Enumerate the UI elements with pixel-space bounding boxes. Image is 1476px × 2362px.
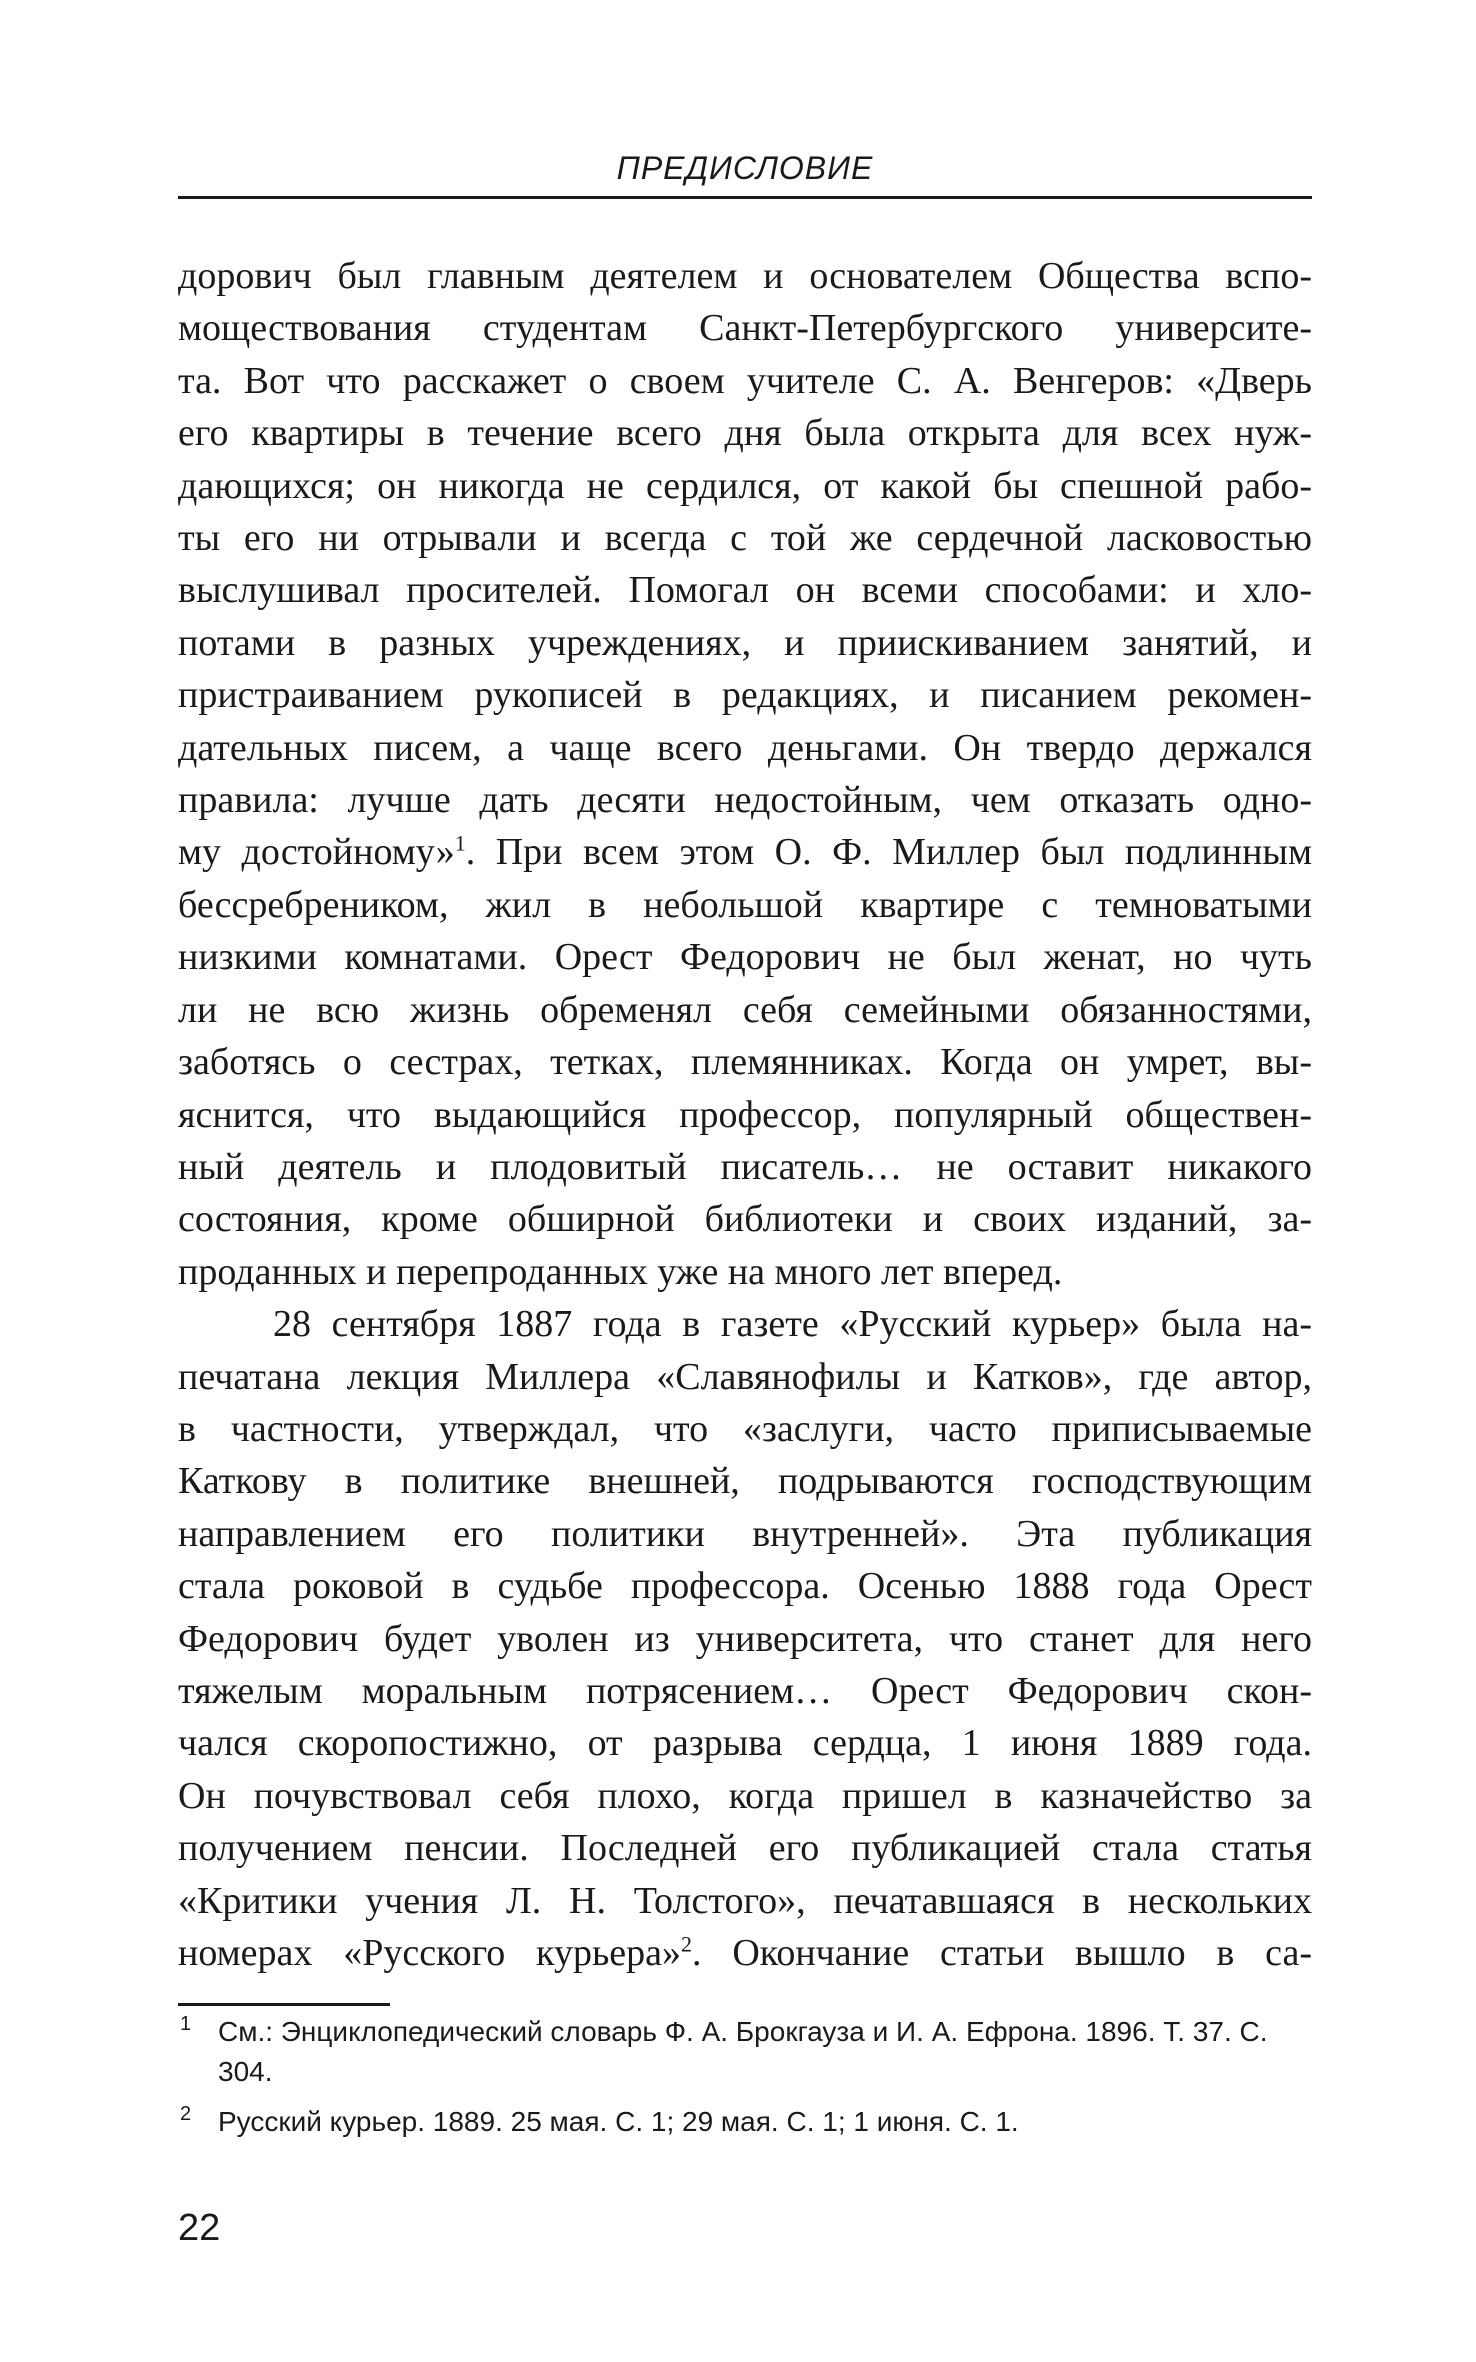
text-line: получением пенсии. Последней его публикацией стала статья (178, 1827, 1312, 1870)
text-line: бессребреником, жил в небольшой квартире с темноватыми (178, 883, 1312, 926)
text-line: состояния, кроме обширной библиотеки и своих изданий, за- (178, 1198, 1312, 1241)
text-line: дорович был главным деятелем и основателем Общества вспо- (178, 255, 1312, 297)
footnote-ref-1[interactable]: 1 (454, 830, 466, 856)
footnote-1 (178, 2012, 1312, 2092)
text-line: в частности, утверждал, что «заслуги, часто приписываемые (178, 1407, 1312, 1450)
text-line: выслушивал просителей. Помогал он всеми способами: и хло- (178, 569, 1312, 612)
text-line: правила: лучше дать десяти недостойным, чем отказать одно- (178, 779, 1312, 822)
text-line: Федорович будет уволен из университета, что станет для него (178, 1617, 1312, 1660)
footnote-ref-2[interactable]: 2 (681, 1931, 693, 1957)
text-line: чался скоропостижно, от разрыва сердца, 1 июня 1889 года. (178, 1722, 1312, 1765)
text-line: его квартиры в течение всего дня была открыта для всех нуж- (178, 412, 1312, 455)
footnotes (178, 2012, 1312, 2152)
text-segment: му достойному» (178, 831, 455, 874)
text-line: та. Вот что расскажет о своем учителе С. А. Венгеров: «Дверь (178, 359, 1312, 402)
text-line: 28 сентября 1887 года в газете «Русский курьер» была на- (273, 1303, 1312, 1346)
paragraph-1 (178, 250, 1312, 1298)
text-segment: номерах «Русского курьера» (178, 1932, 682, 1974)
text-line-with-footnote-ref (178, 1927, 1312, 1979)
text-line: проданных и перепроданных уже на много лет вперед. (178, 1250, 1063, 1293)
text-line: Он почувствовал себя плохо, когда пришел в казначейство за (178, 1774, 1312, 1817)
page-number: 22 (178, 2207, 221, 2249)
text-line: ли не всю жизнь обременял себя семейными обязанностями, (178, 988, 1312, 1031)
text-line: потами в разных учреждениях, и приискиванием занятий, и (178, 621, 1312, 664)
footnote-2 (178, 2102, 1312, 2142)
text-line: тяжелым моральным потрясением… Орест Федорович скон- (178, 1669, 1312, 1712)
footnote-text: См.: Энциклопедический словарь Ф. А. Брокгауза и И. А. Ефрона. 1896. Т. 37. С. 304. (218, 2016, 1268, 2087)
text-line: дательных писем, а чаще всего деньгами. Он твердо держался (178, 726, 1312, 769)
text-line: дающихся; он никогда не сердился, от какой бы спешной рабо- (178, 464, 1312, 507)
footnote-separator (178, 2003, 390, 2006)
text-line: моществования студентам Санкт-Петербургского университе- (178, 307, 1312, 350)
header-rule (178, 196, 1312, 199)
footnote-text: Русский курьер. 1889. 25 мая. С. 1; 29 мая. С. 1; 1 июня. С. 1. (218, 2106, 1019, 2137)
text-line: ный деятель и плодовитый писатель… не оставит никакого (178, 1145, 1312, 1188)
footnote-mark: 1 (180, 2013, 192, 2035)
text-line: «Критики учения Л. Н. Толстого», печатавшаяся в нескольких (178, 1879, 1312, 1922)
text-segment: . При всем этом О. Ф. Миллер был подлинным (465, 831, 1312, 874)
running-title: ПРЕДИСЛОВИЕ (616, 150, 874, 186)
text-line: направлением его политики внутренней». Эта публикация (178, 1512, 1312, 1555)
text-line: стала роковой в судьбе профессора. Осенью 1888 года Орест (178, 1565, 1312, 1608)
main-text (178, 250, 1312, 1979)
text-line: заботясь о сестрах, тетках, племянниках. Когда он умрет, вы- (178, 1041, 1312, 1084)
text-line: низкими комнатами. Орест Федорович не был женат, но чуть (178, 936, 1312, 979)
paragraph-2 (178, 1298, 1312, 1979)
text-line: яснится, что выдающийся профессор, популярный обществен- (178, 1093, 1312, 1136)
text-line: пристраиванием рукописей в редакциях, и писанием рекомен- (178, 674, 1312, 717)
text-line: Каткову в политике внешней, подрываются господствующим (178, 1460, 1312, 1503)
text-segment: . Окончание статьи вышло в са- (692, 1932, 1312, 1974)
footnote-mark: 2 (180, 2103, 192, 2125)
text-line: печатана лекция Миллера «Славянофилы и Катков», где автор, (178, 1355, 1312, 1398)
text-line: ты его ни отрывали и всегда с той же сердечной ласковостью (178, 517, 1312, 560)
text-line-with-footnote-ref (178, 826, 1312, 878)
